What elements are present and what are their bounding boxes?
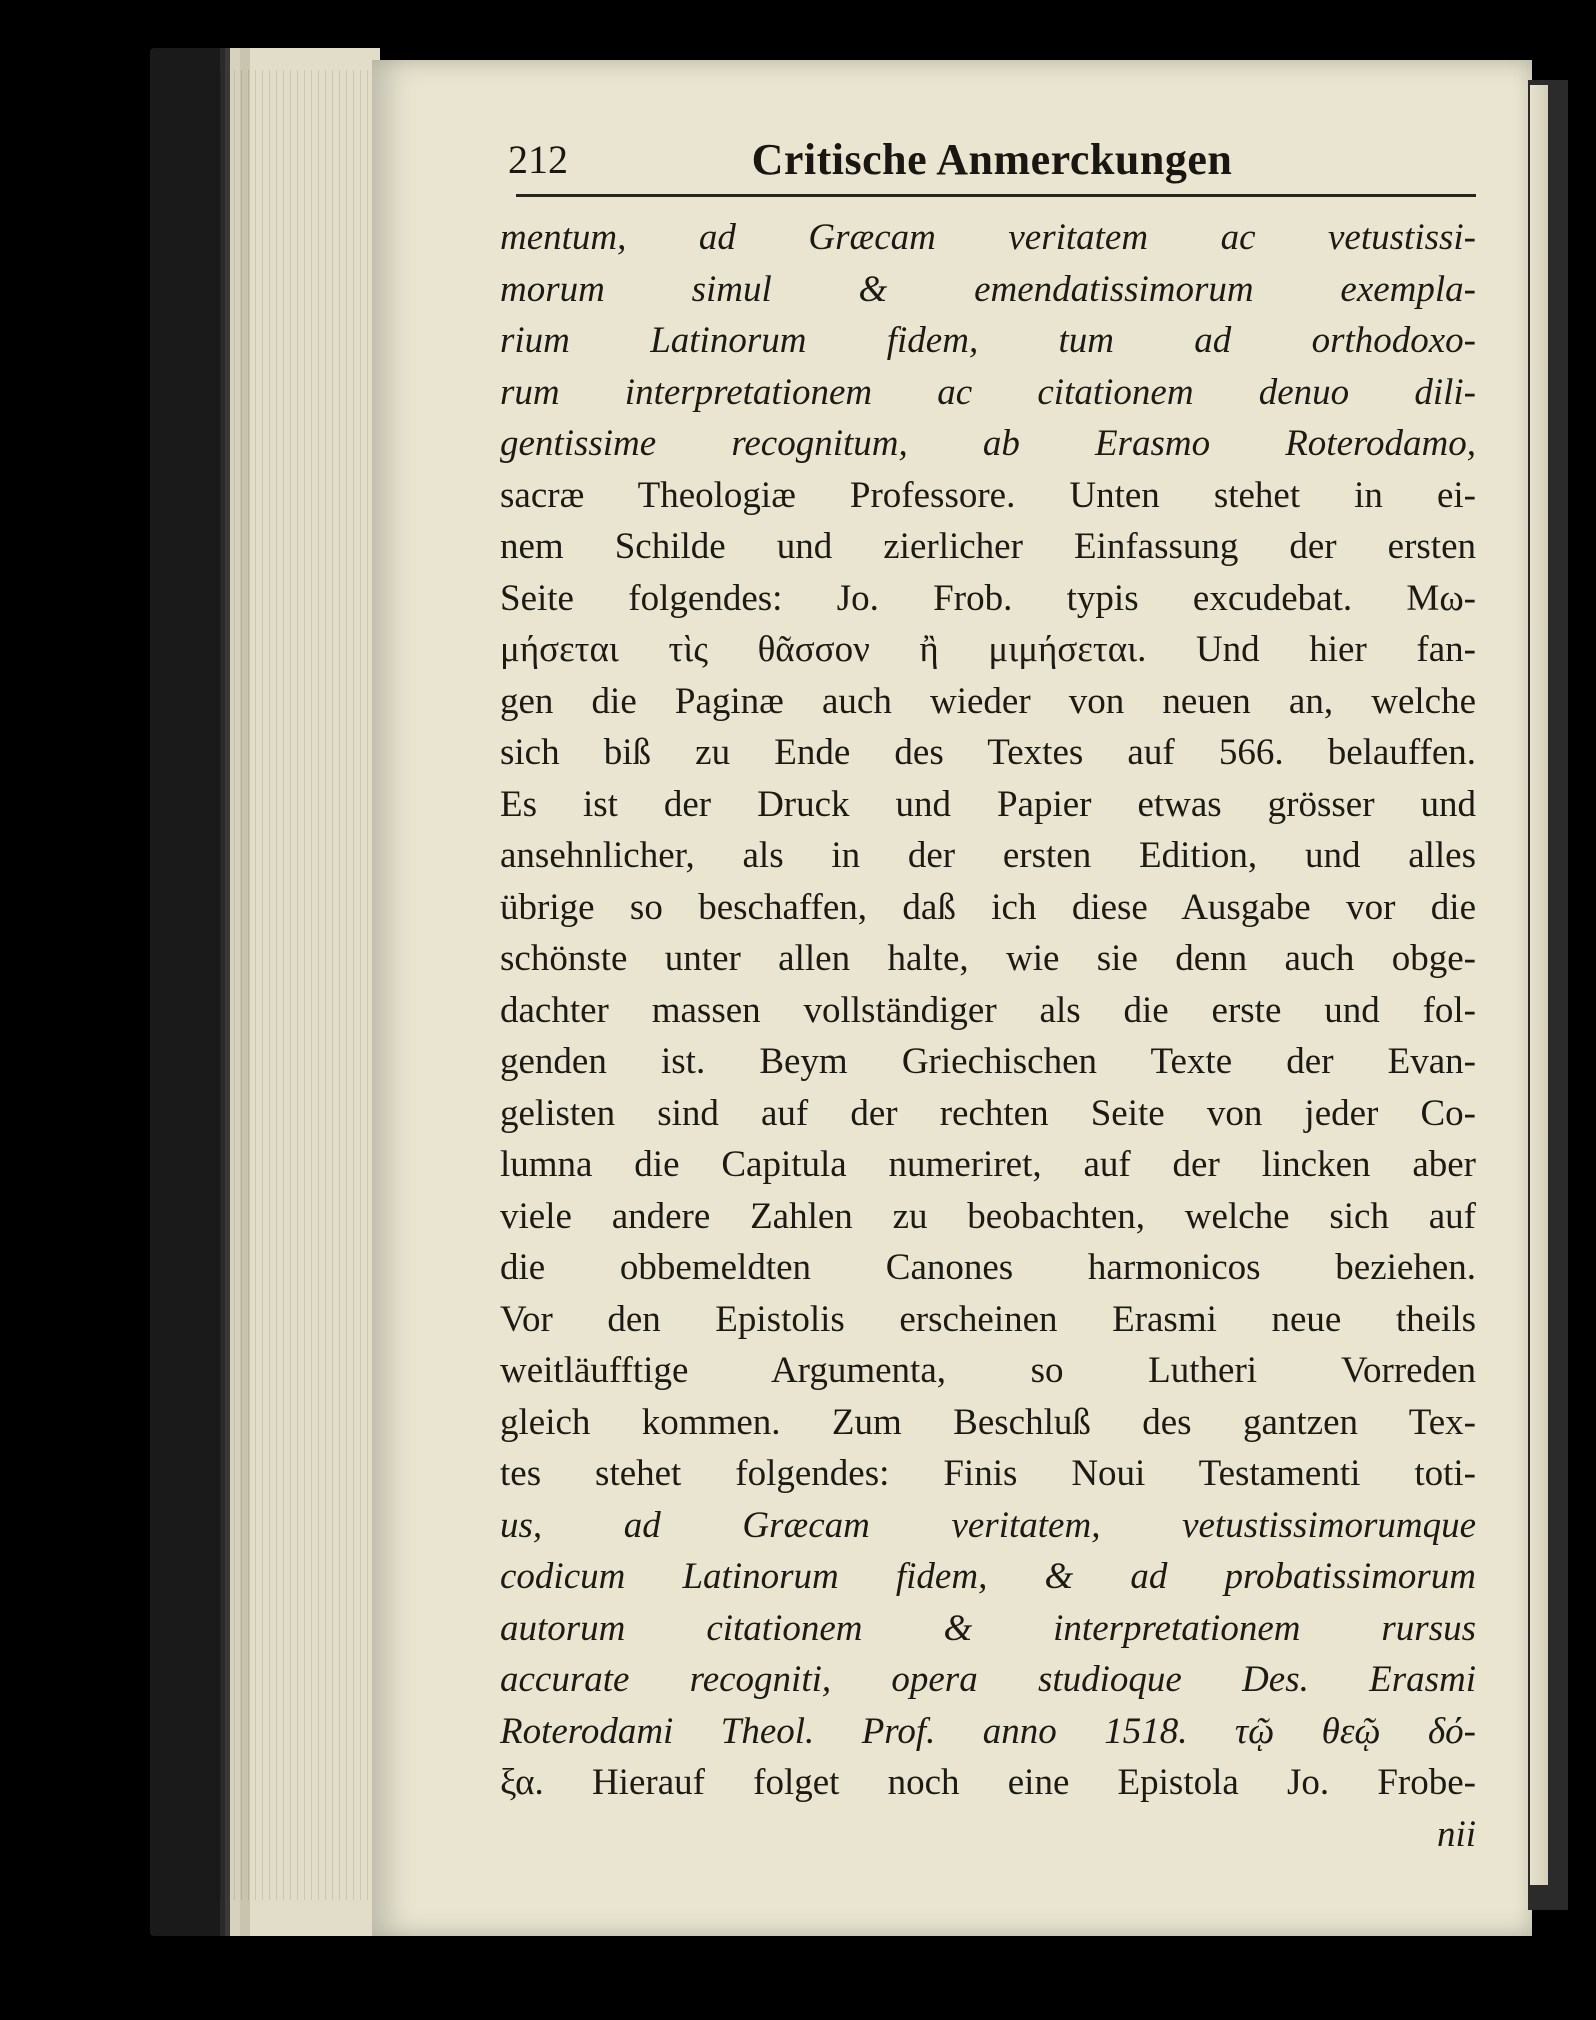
text-line: ansehnlicher, als in der ersten Edition, und alles <box>500 835 1476 876</box>
page-number: 212 <box>508 137 568 182</box>
text-line: gelisten sind auf der rechten Seite von jeder Co- <box>500 1092 1476 1134</box>
text-line: us, ad Græcam veritatem, vetustissimorumque <box>500 1504 1476 1546</box>
next-page-strip <box>1530 85 1548 1885</box>
text-line: Roterodami Theol. Prof. anno 1518. τῷ θεῷ δό- <box>500 1710 1476 1752</box>
text-line: gleich kommen. Zum Beschluß des gantzen Tex- <box>500 1401 1476 1443</box>
text-line: ξα. Hierauf folget noch eine Epistola Jo. Frobe- <box>500 1762 1476 1803</box>
catchword: nii <box>1436 1813 1476 1855</box>
text-line: tes stehet folgendes: Finis Noui Testamenti toti- <box>500 1453 1476 1494</box>
text-line: weitläufftige Argumenta, so Lutheri Vorreden <box>500 1350 1476 1391</box>
text-line: die obbemeldten Canones harmonicos beziehen. <box>500 1247 1476 1288</box>
page-stack-edges <box>220 70 380 1900</box>
text-line: schönste unter allen halte, wie sie denn auch obge- <box>500 938 1476 979</box>
text-line: codicum Latinorum fidem, & ad probatissimorum <box>500 1556 1476 1597</box>
text-line: μήσεται τὶς θᾶσσον ἢ μιμήσεται. Und hier fan- <box>500 629 1476 670</box>
text-line: sacræ Theologiæ Professore. Unten stehet in ei- <box>500 474 1476 516</box>
text-line: übrige so beschaffen, daß ich diese Ausgabe vor die <box>500 886 1476 928</box>
running-head: Critische Anmerckungen <box>751 135 1233 184</box>
body-text <box>500 212 1476 1860</box>
text-line: Vor den Epistolis erscheinen Erasmi neue theils <box>500 1298 1476 1340</box>
text-line: Seite folgendes: Jo. Frob. typis excudebat. Μω- <box>500 577 1476 619</box>
text-line: morum simul & emendatissimorum exempla- <box>500 268 1476 310</box>
text-line: genden ist. Beym Griechischen Texte der Evan- <box>500 1041 1476 1082</box>
text-line: accurate recogniti, opera studioque Des. Erasmi <box>500 1659 1476 1700</box>
text-line: gentissime recognitum, ab Erasmo Roterodamo, <box>500 423 1476 464</box>
text-line: Es ist der Druck und Papier etwas grösser und <box>500 783 1476 825</box>
text-line: rium Latinorum fidem, tum ad orthodoxo- <box>500 320 1476 361</box>
text-line: gen die Paginæ auch wieder von neuen an, welche <box>500 680 1476 722</box>
page-header <box>508 134 1476 194</box>
text-line: autorum citationem & interpretationem rursus <box>500 1607 1476 1649</box>
text-line: nem Schilde und zierlicher Einfassung der ersten <box>500 526 1476 567</box>
header-rule <box>516 194 1476 197</box>
text-line: dachter massen vollständiger als die erste und fol- <box>500 989 1476 1031</box>
text-line: sich biß zu Ende des Textes auf 566. belauffen. <box>500 732 1476 773</box>
text-line: mentum, ad Græcam veritatem ac vetustissi- <box>500 217 1476 258</box>
text-line: rum interpretationem ac citationem denuo dili- <box>500 371 1476 413</box>
text-line: lumna die Capitula numeriret, auf der lincken aber <box>500 1144 1476 1185</box>
text-line: viele andere Zahlen zu beobachten, welche sich auf <box>500 1195 1476 1237</box>
